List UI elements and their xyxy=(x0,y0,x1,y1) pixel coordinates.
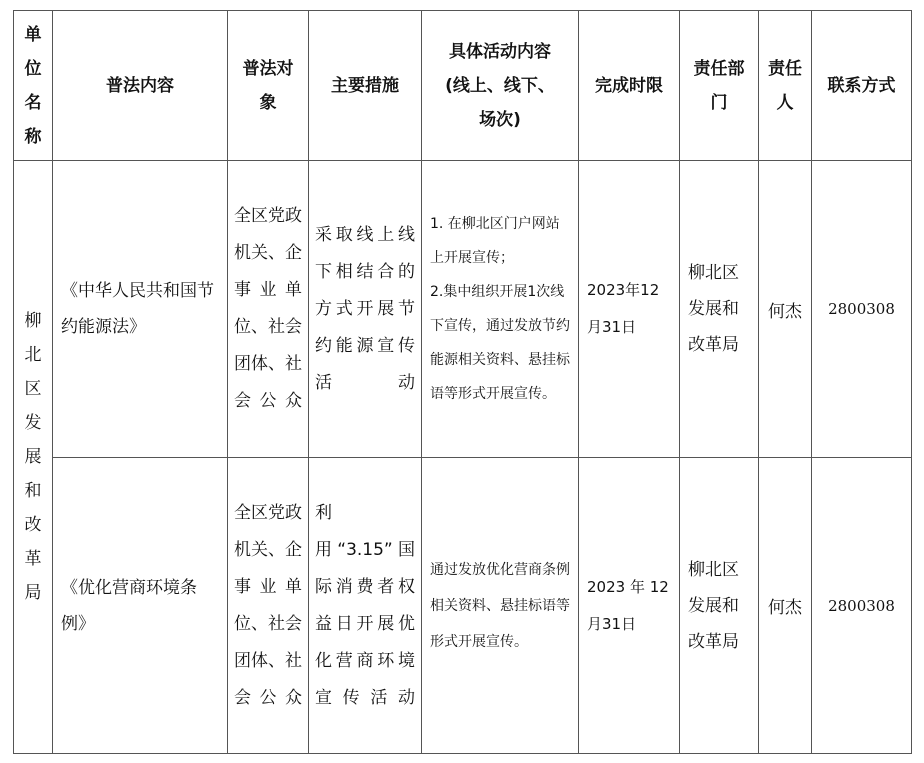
unit-name-char: 发 xyxy=(24,413,42,433)
unit-name-char: 区 xyxy=(24,379,42,399)
header-unit-name xyxy=(14,11,53,161)
header-deadline: 完成时限 xyxy=(579,11,680,161)
table-row xyxy=(14,458,912,754)
header-unit-char: 名 xyxy=(24,92,42,113)
unit-name-char: 革 xyxy=(24,549,42,569)
header-target: 普法对象 xyxy=(228,11,309,161)
target-cell: 全区党政机关、企事业单位、社会团体、社会公众 xyxy=(228,458,309,754)
department-cell: 柳北区发展和改革局 xyxy=(680,161,759,458)
header-unit-char: 单 xyxy=(24,24,42,45)
table-container xyxy=(13,10,912,754)
header-content: 普法内容 xyxy=(53,11,228,161)
law-content-cell: 《中华人民共和国节约能源法》 xyxy=(53,161,228,458)
activity-cell: 通过发放优化营商条例相关资料、悬挂标语等形式开展宣传。 xyxy=(422,458,579,754)
unit-name-char: 和 xyxy=(24,481,42,501)
header-contact: 联系方式 xyxy=(812,11,912,161)
header-department: 责任部门 xyxy=(680,11,759,161)
measures-cell: 利用“3.15”国际消费者权益日开展优化营商环境宣传活动 xyxy=(309,458,422,754)
contact-cell: 2800308 xyxy=(812,161,912,458)
target-cell: 全区党政机关、企事业单位、社会团体、社会公众 xyxy=(228,161,309,458)
header-activity: 具体活动内容 (线上、线下、 场次) xyxy=(422,11,579,161)
legal-education-plan-table xyxy=(13,10,912,754)
header-unit-char: 位 xyxy=(24,58,42,79)
unit-name-cell xyxy=(14,161,53,754)
unit-name-char: 柳 xyxy=(24,311,42,331)
unit-name-char: 展 xyxy=(24,447,42,467)
unit-name-char: 局 xyxy=(24,583,42,603)
header-unit-char: 称 xyxy=(24,126,42,147)
header-measures: 主要措施 xyxy=(309,11,422,161)
person-cell: 何杰 xyxy=(759,458,812,754)
department-cell: 柳北区发展和改革局 xyxy=(680,458,759,754)
person-cell: 何杰 xyxy=(759,161,812,458)
law-content-cell: 《优化营商环境条例》 xyxy=(53,458,228,754)
activity-cell: 1. 在柳北区门户网站上开展宣传； 2.集中组织开展1次线下宣传，通过发放节约能源相关资料、悬挂标语等形式开展宣传。 xyxy=(422,161,579,458)
unit-name-char: 改 xyxy=(24,515,42,535)
header-row xyxy=(14,11,912,161)
unit-name-char: 北 xyxy=(24,345,42,365)
table-row xyxy=(14,161,912,458)
header-person: 责任人 xyxy=(759,11,812,161)
deadline-cell: 2023年12月31日 xyxy=(579,161,680,458)
deadline-cell: 2023 年 12月31日 xyxy=(579,458,680,754)
measures-cell: 采取线上线下相结合的方式开展节约能源宣传活动 xyxy=(309,161,422,458)
contact-cell: 2800308 xyxy=(812,458,912,754)
